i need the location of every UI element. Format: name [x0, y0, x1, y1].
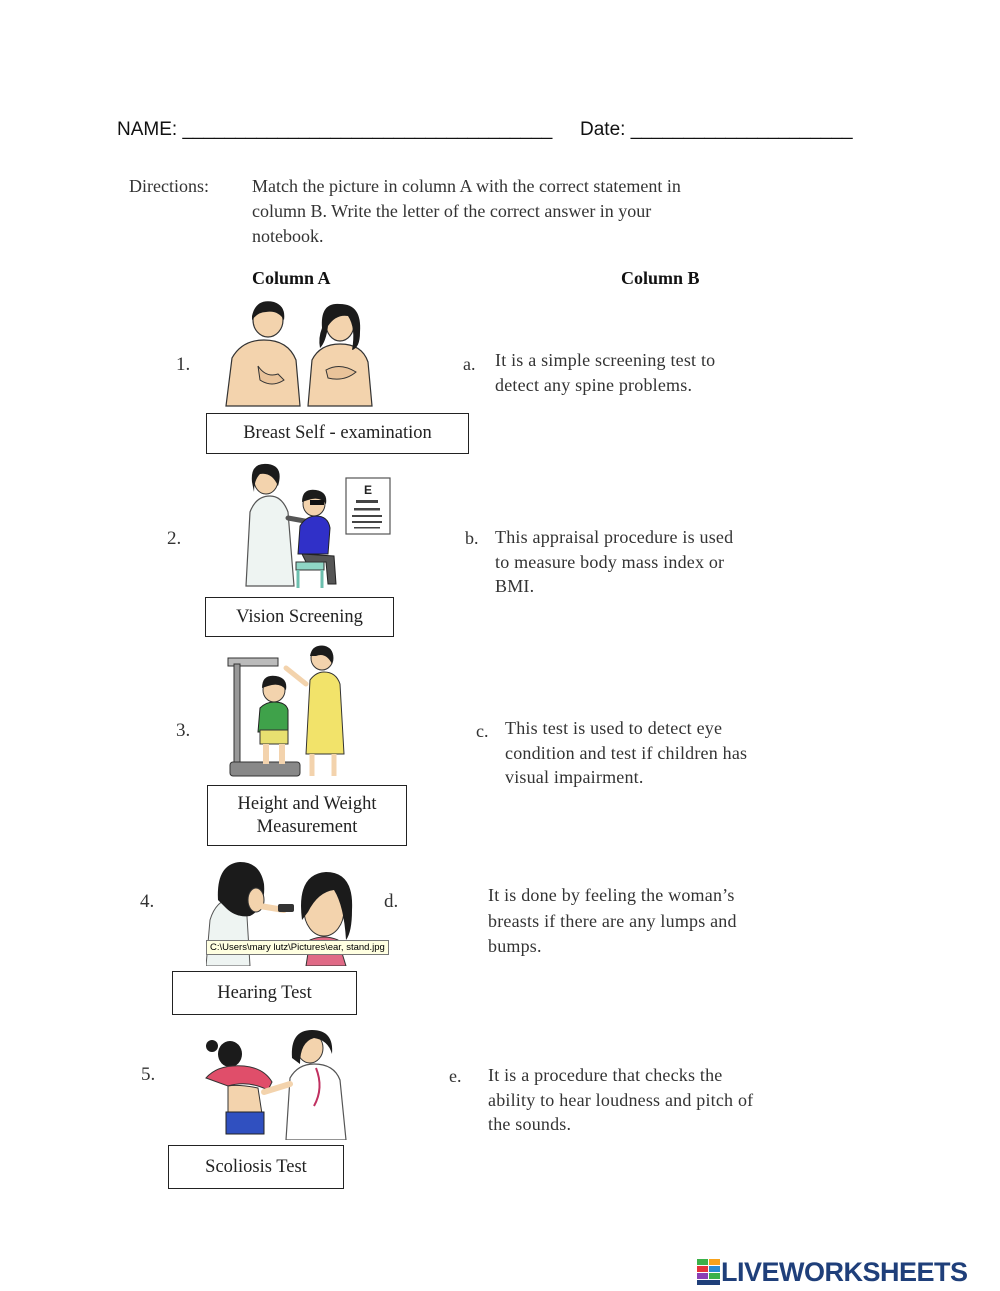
statement — [495, 348, 822, 397]
directions-label: Directions: — [129, 176, 209, 196]
liveworksheets-logo — [697, 1256, 997, 1288]
label-box: Vision Screening — [205, 597, 394, 637]
item-number: 2. — [167, 528, 182, 549]
statement-line: ability to hear loudness and pitch of — [488, 1089, 754, 1110]
statement-line: breasts if there are any lumps and — [488, 910, 737, 931]
item-number: 4. — [140, 891, 155, 912]
answer-letter: a. — [463, 354, 476, 374]
statement — [488, 883, 828, 960]
date-label: Date: — [580, 119, 631, 140]
statement — [505, 716, 855, 790]
image-path-tooltip: C:\Users\mary lutz\Pictures\ear, stand.jpg — [206, 940, 389, 955]
name-field — [117, 119, 552, 141]
vision-screening-illustration — [236, 462, 394, 592]
statement-line: bumps. — [488, 936, 542, 956]
statement-line: This appraisal procedure is used — [495, 527, 734, 547]
answer-letter: d. — [384, 891, 399, 912]
label-box: Breast Self - examination — [206, 413, 469, 454]
name-blank[interactable]: ___________________________________ — [182, 119, 553, 140]
statement-line: condition and test if children has — [505, 742, 748, 763]
label-line: Height and Weight — [237, 793, 377, 814]
statement-line: It is a procedure that checks the — [488, 1065, 723, 1085]
item-number: 3. — [176, 720, 191, 741]
statement-line: the sounds. — [488, 1114, 572, 1134]
directions-line: notebook. — [252, 226, 324, 246]
label-box: Scoliosis Test — [168, 1145, 344, 1189]
breast-self-exam-illustration — [222, 298, 386, 408]
directions-text — [252, 174, 812, 249]
scoliosis-test-illustration — [198, 1028, 356, 1140]
answer-letter: e. — [449, 1066, 462, 1086]
liveworksheets-logo-icon — [697, 1259, 721, 1285]
column-a-title: Column A — [252, 268, 331, 288]
directions-line: column B. Write the letter of the correct answer in your — [252, 201, 652, 221]
liveworksheets-wordmark: LIVEWORKSHEETS — [721, 1256, 968, 1287]
statement-line: It is a simple screening test to — [495, 350, 716, 370]
label-box: Hearing Test — [172, 971, 357, 1015]
directions-line: Match the picture in column A with the correct statement in — [252, 176, 681, 196]
answer-letter: c. — [476, 721, 489, 741]
answer-letter: b. — [465, 528, 479, 548]
statement — [495, 525, 812, 599]
item-number: 1. — [176, 354, 191, 375]
svg-text:E: E — [364, 483, 373, 497]
label-line: Measurement — [256, 816, 358, 837]
statement — [488, 1063, 863, 1137]
statement-line: This test is used to detect eye — [505, 718, 723, 738]
item-number: 5. — [141, 1064, 156, 1085]
column-b-title: Column B — [621, 268, 700, 288]
statement-line: BMI. — [495, 576, 535, 596]
height-weight-illustration — [226, 644, 350, 782]
label-box — [207, 785, 407, 846]
statement-line: detect any spine problems. — [495, 374, 693, 395]
name-label: NAME: — [117, 119, 183, 140]
date-field — [580, 119, 853, 141]
date-blank[interactable]: _____________________ — [630, 119, 853, 140]
statement-line: to measure body mass index or — [495, 551, 725, 572]
statement-line: It is done by feeling the woman’s — [488, 885, 735, 905]
statement-line: visual impairment. — [505, 767, 644, 787]
